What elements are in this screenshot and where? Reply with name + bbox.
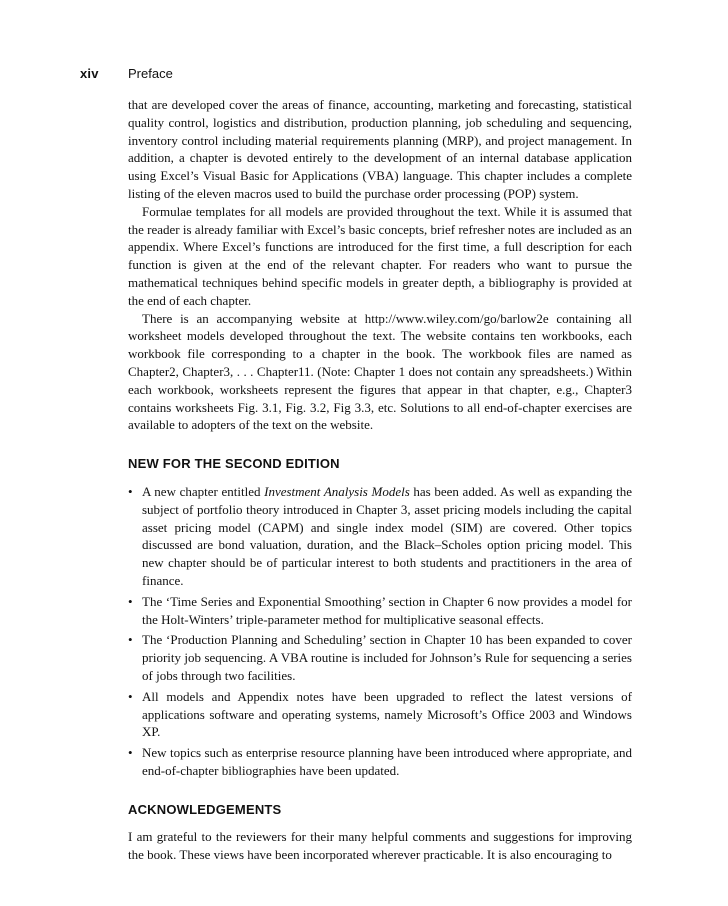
- page-number: xiv: [80, 66, 99, 81]
- new-edition-heading: NEW FOR THE SECOND EDITION: [128, 456, 340, 472]
- list-item: • The ‘Time Series and Exponential Smoothing’ section in Chapter 6 now provides a model for the Holt-Winters’ triple-parameter method for multiplicative seasonal effects.: [128, 593, 632, 629]
- intro-paragraph-1: that are developed cover the areas of finance, accounting, marketing and forecasting, statistical quality control, logistics and distribution, production planning, job scheduling and sequencing, inventory control including material requirements planning (MRP), and project management. In addition, a chapter is devoted entirely to the development of an internal database application using Excel’s Visual Basic for Applications (VBA) language. This chapter includes a complete listing of the eleven macros used to build the purchase order processing (POP) system.: [128, 97, 632, 201]
- page-body: [128, 96, 632, 864]
- acknowledgements-paragraph: I am grateful to the reviewers for their many helpful comments and suggestions for improving the book. These views have been incorporated wherever practicable. It is also encouraging to: [128, 829, 632, 863]
- intro-paragraph-2: Formulae templates for all models are provided throughout the text. While it is assumed that the reader is already familiar with Excel’s basic concepts, brief refresher notes are included as an appendix. Where Excel’s functions are introduced for the first time, a full description for each function is given at the end of the relevant chapter. For readers who want to pursue the mathematical techniques behind specific models in greater depth, a bibliography is provided at the end of each chapter.: [128, 203, 632, 308]
- list-item: • All models and Appendix notes have been upgraded to reflect the latest versions of applications software and operating systems, namely Microsoft’s Office 2003 and Windows XP.: [128, 688, 632, 741]
- intro-paragraph-3: There is an accompanying website at http://www.wiley.com/go/barlow2e containing all worksheet models developed throughout the text. The website contains ten workbooks, each workbook file corresponding to a chapter in the book. The workbook files are named as Chapter2, Chapter3, . . . Chapter11. (Note: Chapter 1 does not contain any spreadsheets.) Within each workbook, worksheets represent the figures that appear in that chapter, e.g., Chapter3 contains worksheets Fig. 3.1, Fig. 3.2, Fig 3.3, etc. Solutions to all end-of-chapter exercises are available to adopters of the text on the website.: [128, 310, 632, 433]
- bullet-1-text-end: has been added. As well as expanding the subject of portfolio theory introduced in Chapter 3, asset pricing models including the capital asset pricing model (CAPM) and single index model (SIM) are covered. Other topics discussed are bond valuation, duration, and the Black–Scholes option pricing model. This new chapter should be of particular interest to both students and practitioners in the area of finance.: [142, 483, 632, 588]
- chapter-title-emphasis: Investment Analysis Models: [264, 483, 410, 499]
- bullet-1-text-start: A new chapter entitled: [142, 483, 265, 499]
- list-item: [128, 483, 632, 590]
- list-item: • New topics such as enterprise resource planning have been introduced where appropriate, and end-of-chapter bibliographies have been updated.: [128, 744, 632, 780]
- running-head: [80, 66, 632, 86]
- list-item: • The ‘Production Planning and Scheduling’ section in Chapter 10 has been expanded to cover priority job sequencing. A VBA routine is included for Johnson’s Rule for sequencing a series of jobs through two facilities.: [128, 631, 632, 684]
- running-title: Preface: [128, 66, 173, 81]
- new-edition-list: [128, 483, 632, 780]
- acknowledgements-heading: ACKNOWLEDGEMENTS: [128, 801, 282, 817]
